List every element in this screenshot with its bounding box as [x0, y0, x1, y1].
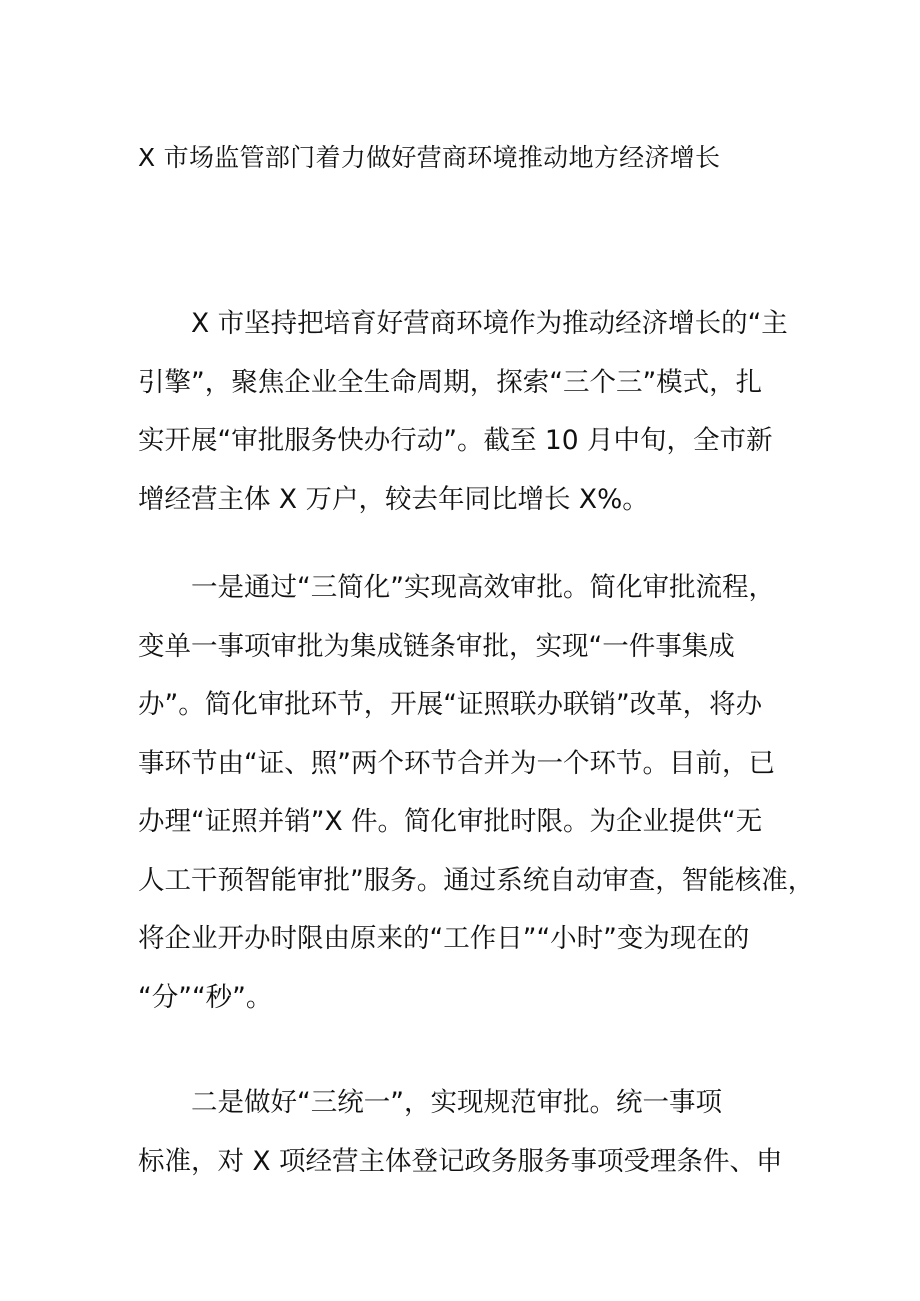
paragraph-line: 将企业开办时限由原来的“工作日”“小时”变为现在的 [138, 923, 750, 954]
paragraph-line: 一是通过“三简化”实现高效审批。简化审批流程， [138, 572, 775, 603]
paragraph-line: 引擎”，聚焦企业全生命周期，探索“三个三”模式，扎 [138, 366, 763, 398]
paragraph-line: X 市坚持把培育好营商环境作为推动经济增长的“主 [138, 308, 788, 339]
paragraph-point-two [138, 1074, 798, 1191]
document-title: X 市场监管部门着力做好营商环境推动地方经济增长 [138, 143, 721, 172]
paragraph-line: “分”“秒”。 [138, 981, 273, 1013]
paragraph-line: 增经营主体 X 万户，较去年同比增长 X%。 [138, 483, 649, 515]
paragraph-line: 实开展“审批服务快办行动”。截至 10 月中旬，全市新 [138, 425, 773, 456]
paragraph-line: 人工干预智能审批”服务。通过系统自动审查，智能核准， [138, 864, 815, 896]
paragraph-point-one [138, 559, 815, 1027]
paragraph-line: 办”。简化审批环节，开展“证照联办联销”改革，将办 [138, 689, 763, 720]
paragraph-line: 变单一事项审批为集成链条审批，实现“一件事集成 [138, 630, 735, 662]
paragraph-line: 办理“证照并销”X 件。简化审批时限。为企业提供“无 [138, 806, 763, 837]
paragraph-line: 标准，对 X 项经营主体登记政务服务事项受理条件、申 [138, 1145, 783, 1177]
paragraph-line: 二是做好“三统一”，实现规范审批。统一事项 [138, 1087, 722, 1118]
paragraph-line: 事环节由“证、照”两个环节合并为一个环节。目前，已 [138, 747, 775, 779]
paragraph-intro [138, 295, 798, 529]
